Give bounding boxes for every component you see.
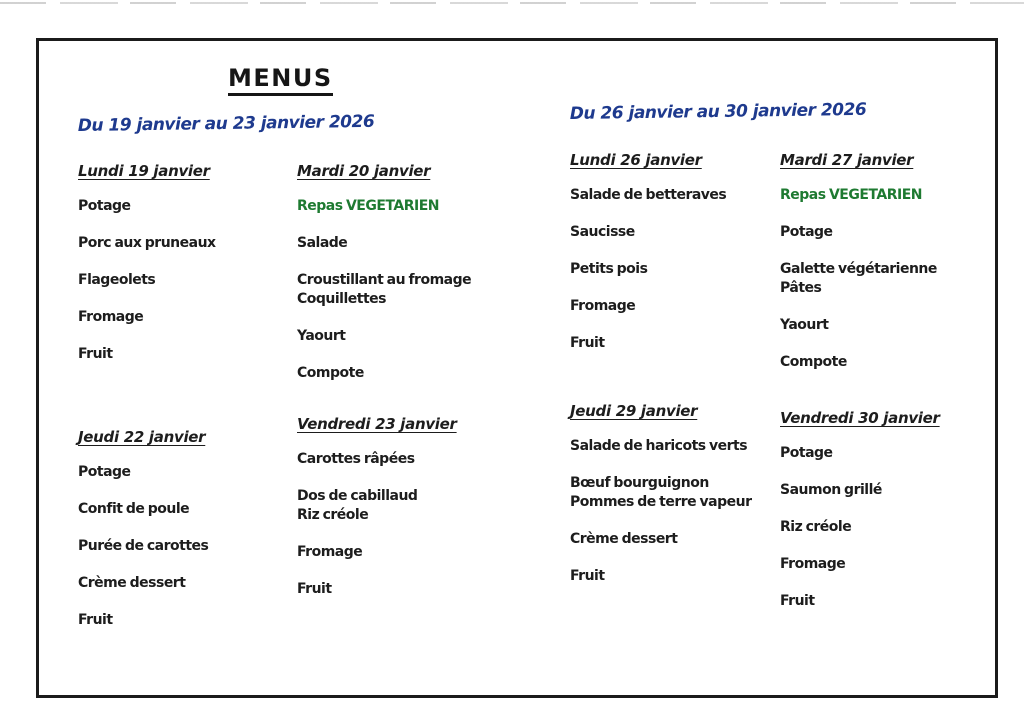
menu-item	[780, 260, 1012, 298]
menu-item	[780, 223, 1012, 242]
menu-item	[780, 481, 1012, 500]
day-title: Mardi 27 janvier	[780, 151, 914, 169]
menu-item-line: Crème dessert	[78, 575, 186, 591]
menu-item-line: Purée de carottes	[78, 538, 209, 554]
menu-item-line: Fromage	[570, 298, 636, 314]
menu-item-line: Dos de cabillaud	[297, 488, 418, 504]
menu-item-line: Salade de haricots verts	[570, 438, 748, 454]
menu-item	[78, 197, 310, 216]
vegetarian-meal-label	[297, 197, 529, 216]
menu-item-line: Saucisse	[570, 224, 635, 240]
day-title: Lundi 26 janvier	[570, 151, 702, 169]
menu-item-line: Fromage	[297, 544, 363, 560]
menu-item-line: Galette végétarienne	[780, 261, 937, 277]
menu-item	[78, 500, 310, 519]
week-2-header: Du 26 janvier au 30 janvier 2026	[569, 99, 867, 124]
day-block-jeudi-22	[78, 427, 310, 648]
menu-item-line: Fromage	[78, 309, 144, 325]
menu-item	[780, 316, 1012, 335]
menu-item	[78, 308, 310, 327]
menu-item	[780, 444, 1012, 463]
menu-item-line: Bœuf bourguignon	[570, 475, 709, 491]
day-title: Vendredi 30 janvier	[780, 409, 940, 427]
day-block-vendredi-30	[780, 408, 1012, 629]
menu-item	[780, 518, 1012, 537]
day-title: Vendredi 23 janvier	[297, 415, 457, 433]
menu-item	[570, 530, 802, 549]
menu-item	[78, 234, 310, 253]
menu-item-line: Fruit	[78, 612, 113, 628]
day-title: Lundi 19 janvier	[78, 162, 210, 180]
menu-item	[297, 487, 529, 525]
menu-item-line: Fruit	[570, 568, 605, 584]
day-title: Jeudi 29 janvier	[570, 402, 698, 420]
page-title: MENUS	[228, 64, 333, 96]
menu-item-line: Crème dessert	[570, 531, 678, 547]
menu-item-line: Coquillettes	[297, 291, 386, 307]
menu-item	[78, 611, 310, 630]
menu-item-line: Compote	[297, 365, 364, 381]
day-title: Mardi 20 janvier	[297, 162, 431, 180]
menu-item-line: Salade de betteraves	[570, 187, 727, 203]
menu-item	[78, 574, 310, 593]
menu-item-line: Potage	[780, 445, 833, 461]
menu-item-line: Confit de poule	[78, 501, 190, 517]
menu-item	[570, 297, 802, 316]
menu-item	[297, 364, 529, 383]
menu-item	[570, 474, 802, 512]
menu-item	[297, 271, 529, 309]
menu-item-line: Yaourt	[780, 317, 829, 333]
menu-item	[570, 260, 802, 279]
menu-item	[570, 223, 802, 242]
menu-item-line: Fruit	[570, 335, 605, 351]
menu-item	[780, 555, 1012, 574]
vegetarian-meal-label	[780, 186, 1012, 205]
menu-item-line: Compote	[780, 354, 847, 370]
menu-item-line: Potage	[780, 224, 833, 240]
menu-item-line: Repas VEGETARIEN	[297, 198, 439, 214]
menu-item-line: Fruit	[297, 581, 332, 597]
menu-item-line: Riz créole	[780, 519, 852, 535]
menu-item-line: Fruit	[780, 593, 815, 609]
menu-item-line: Fruit	[78, 346, 113, 362]
menu-item	[78, 271, 310, 290]
menu-item	[78, 537, 310, 556]
menu-item	[297, 327, 529, 346]
menu-item-line: Pommes de terre vapeur	[570, 494, 752, 510]
menu-item-line: Fromage	[780, 556, 846, 572]
menu-item-line: Porc aux pruneaux	[78, 235, 216, 251]
menu-item	[297, 580, 529, 599]
menu-item	[570, 567, 802, 586]
scan-artifact-line	[0, 2, 1024, 4]
day-title: Jeudi 22 janvier	[78, 428, 206, 446]
menu-item-line: Potage	[78, 464, 131, 480]
menu-item-line: Croustillant au fromage	[297, 272, 472, 288]
menu-item-line: Riz créole	[297, 507, 369, 523]
menu-item	[78, 345, 310, 364]
menu-item-line: Repas VEGETARIEN	[780, 187, 922, 203]
menu-item	[570, 437, 802, 456]
menu-item	[78, 463, 310, 482]
menu-item-line: Yaourt	[297, 328, 346, 344]
menu-item-line: Pâtes	[780, 280, 822, 296]
day-block-vendredi-23	[297, 414, 529, 617]
menu-item	[297, 234, 529, 253]
menu-item	[297, 450, 529, 469]
menu-item-line: Potage	[78, 198, 131, 214]
menu-item	[570, 334, 802, 353]
menu-item	[570, 186, 802, 205]
day-block-lundi-19	[78, 161, 310, 382]
menu-item-line: Petits pois	[570, 261, 648, 277]
day-block-mardi-27	[780, 150, 1012, 390]
menu-item	[297, 543, 529, 562]
menu-item-line: Saumon grillé	[780, 482, 882, 498]
menu-item	[780, 592, 1012, 611]
day-block-mardi-20	[297, 161, 529, 401]
week-1-header: Du 19 janvier au 23 janvier 2026	[77, 111, 375, 136]
menu-item-line: Salade	[297, 235, 348, 251]
menu-item	[780, 353, 1012, 372]
menu-item-line: Carottes râpées	[297, 451, 415, 467]
day-block-jeudi-29	[570, 401, 802, 604]
menu-item-line: Flageolets	[78, 272, 156, 288]
day-block-lundi-26	[570, 150, 802, 371]
